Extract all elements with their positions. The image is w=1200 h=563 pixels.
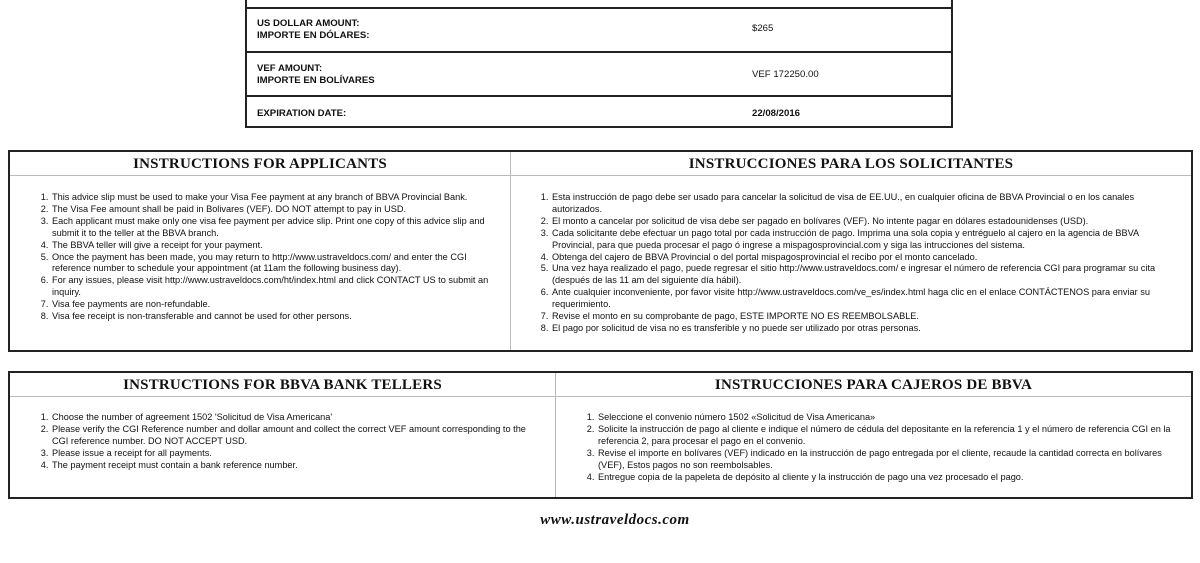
list-item: 6. For any issues, please visit http://www.ustraveldocs.com/ht/index.html and click CONTACT US to submit an inquiry. — [51, 275, 494, 299]
list-item: 8. El pago por solicitud de visa no es transferible y no puede ser utilizado por otras personas. — [551, 323, 1175, 335]
list-item: 4. The BBVA teller will give a receipt for your payment. — [51, 240, 494, 252]
applicants-instructions-box — [8, 150, 1193, 352]
applicants-list-es — [511, 176, 1191, 335]
usd-amount-row — [247, 7, 951, 53]
usd-amount-label — [257, 18, 369, 42]
tellers-list-en — [10, 397, 555, 472]
list-item: 5. Una vez haya realizado el pago, puede regresar el sitio http://www.ustraveldocs.com/ e ingresar el número de referencia CGI para programar su cita (después de las 11 am del siguiente día hábil). — [551, 263, 1175, 287]
tellers-instructions-box — [8, 371, 1193, 499]
usd-label-es: IMPORTE EN DÓLARES: — [257, 30, 370, 41]
list-item: 2. Please verify the CGI Reference number and dollar amount and collect the correct VEF amount corresponding to the CGI reference number. DO NOT ACCEPT USD. — [51, 424, 539, 448]
applicants-title-en: INSTRUCTIONS FOR APPLICANTS — [10, 152, 510, 176]
vef-label-es: IMPORTE EN BOLÍVARES — [257, 75, 375, 86]
tellers-spanish-column — [555, 373, 1191, 497]
list-item: 1. Choose the number of agreement 1502 'Solicitud de Visa Americana' — [51, 412, 539, 424]
list-item: 2. El monto a cancelar por solicitud de visa debe ser pagado en bolívares (VEF). No intente pagar en dólares estadounidenses (USD). — [551, 216, 1175, 228]
list-item: 4. Obtenga del cajero de BBVA Provincial o del portal mispagosprovincial el recibo por el monto cancelado. — [551, 252, 1175, 264]
usd-label-en: US DOLLAR AMOUNT: — [257, 18, 360, 29]
list-item: 4. The payment receipt must contain a bank reference number. — [51, 460, 539, 472]
list-item: 1. This advice slip must be used to make your Visa Fee payment at any branch of BBVA Provincial Bank. — [51, 192, 494, 204]
list-item: 7. Visa fee payments are non-refundable. — [51, 299, 494, 311]
tellers-english-column — [10, 373, 555, 497]
list-item: 1. Esta instrucción de pago debe ser usado para cancelar la solicitud de visa de EE.UU., en cualquier oficina de BBVA Provincial o en los canales autorizados. — [551, 192, 1175, 216]
list-item: 3. Please issue a receipt for all payments. — [51, 448, 539, 460]
applicants-spanish-column — [510, 152, 1191, 350]
expiration-label: EXPIRATION DATE: — [257, 108, 347, 119]
list-item: 1. Seleccione el convenio número 1502 «Solicitud de Visa Americana» — [597, 412, 1175, 424]
list-item: 6. Ante cualquier inconveniente, por favor visite http://www.ustraveldocs.com/ve_es/index.html haga clic en el enlace CONTÁCTENOS para enviar su requerimiento. — [551, 287, 1175, 311]
list-item: 8. Visa fee receipt is non-transferable and cannot be used for other persons. — [51, 311, 494, 323]
footer-website: www.ustraveldocs.com — [540, 512, 690, 528]
list-item: 7. Revise el monto en su comprobante de pago, ESTE IMPORTE NO ES REEMBOLSABLE. — [551, 311, 1175, 323]
list-item: 3. Each applicant must make only one visa fee payment per advice slip. Print one copy of this advice slip and submit it to the teller at the BBVA branch. — [51, 216, 494, 240]
list-item: 2. The Visa Fee amount shall be paid in Bolivares (VEF). DO NOT attempt to pay in USD. — [51, 204, 494, 216]
tellers-title-es: INSTRUCCIONES PARA CAJEROS DE BBVA — [556, 373, 1191, 397]
applicants-title-es: INSTRUCCIONES PARA LOS SOLICITANTES — [511, 152, 1191, 176]
vef-amount-value: VEF 172250.00 — [752, 69, 819, 80]
usd-amount-value: $265 — [752, 23, 774, 34]
vef-amount-row — [247, 51, 951, 97]
applicants-english-column — [10, 152, 510, 350]
expiration-value: 22/08/2016 — [752, 108, 801, 119]
applicants-list-en — [10, 176, 510, 323]
vef-amount-label — [257, 63, 375, 87]
list-item: 5. Once the payment has been made, you may return to http://www.ustraveldocs.com/ and enter the CGI reference number to schedule your appointment (at 11am the following business day). — [51, 252, 494, 276]
expiration-row — [247, 95, 951, 128]
list-item: 2. Solicite la instrucción de pago al cliente e indique el número de cédula del depositante en la referencia 1 y el número de referencia CGI en la referencia 2, para procesar el pago en el convenio. — [597, 424, 1175, 448]
list-item: 4. Entregue copia de la papeleta de depósito al cliente y la instrucción de pago una vez procesado el pago. — [597, 472, 1175, 484]
amount-table — [245, 0, 953, 128]
tellers-list-es — [556, 397, 1191, 483]
list-item: 3. Revise el importe en bolívares (VEF) indicado en la instrucción de pago entregada por el cliente, recaude la cantidad correcta en bolívares (VEF), Estos pagos no son reembolsables. — [597, 448, 1175, 472]
list-item: 3. Cada solicitante debe efectuar un pago total por cada instrucción de pago. Imprima una sola copia y entréguelo al cajero en la agencia de BBVA Provincial, para que pueda procesar el pago ó ingrese a mispagosprovincial.com y siga las intrucciones del sistema. — [551, 228, 1175, 252]
tellers-title-en: INSTRUCTIONS FOR BBVA BANK TELLERS — [10, 373, 555, 397]
vef-label-en: VEF AMOUNT: — [257, 63, 323, 74]
